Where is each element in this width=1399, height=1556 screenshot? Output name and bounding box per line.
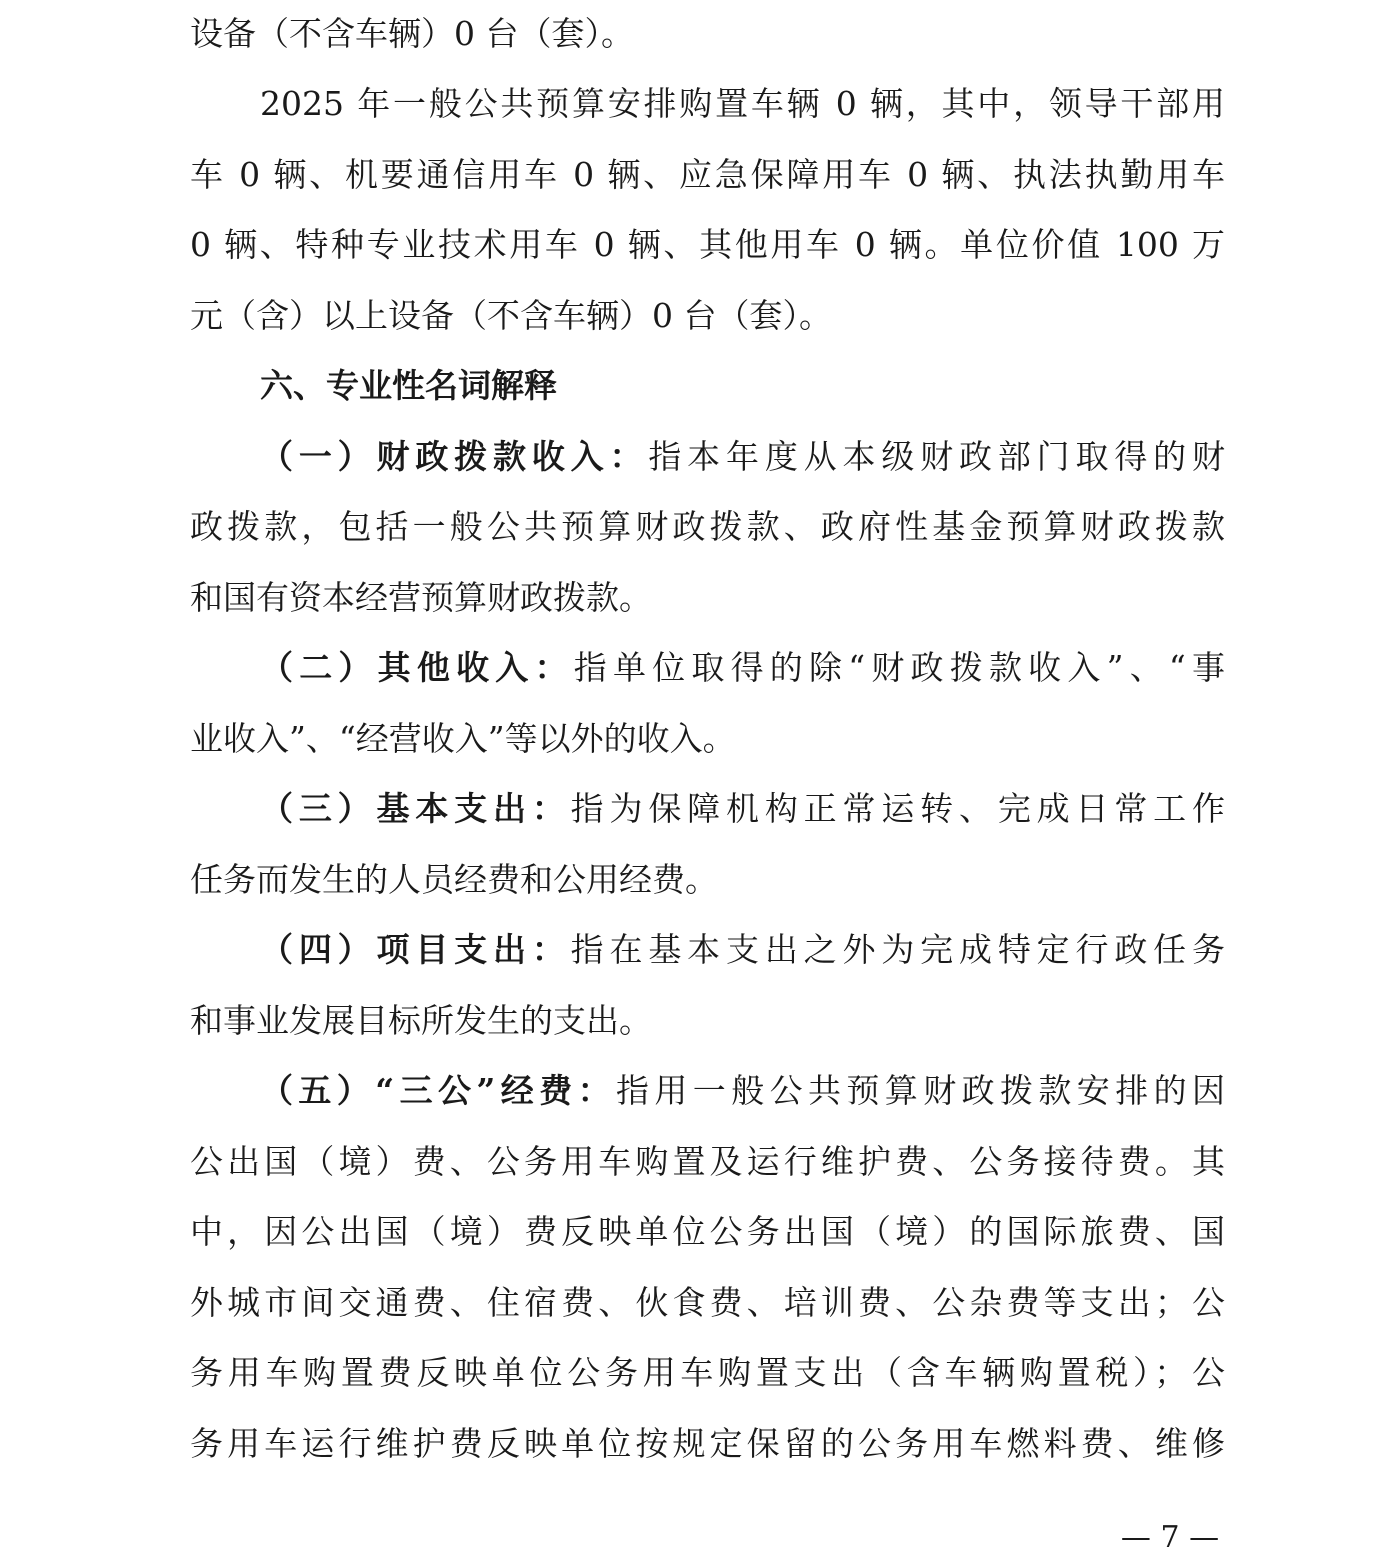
- text-line: 中，因公出国（境）费反映单位公务出国（境）的国际旅费、国: [190, 1212, 1225, 1251]
- section-heading: 六、专业性名词解释: [260, 366, 557, 405]
- definition-term: （二）其他收入：: [260, 648, 574, 687]
- text-line: 车 0 辆、机要通信用车 0 辆、应急保障用车 0 辆、执法执勤用车: [190, 155, 1225, 194]
- page-number: — 7 —: [1120, 1520, 1220, 1555]
- definition-term: （三）基本支出：: [260, 789, 571, 828]
- definition-term-line: （四）项目支出：指在基本支出之外为完成特定行政任务: [260, 930, 1226, 969]
- definition-term-line: （三）基本支出：指为保障机构正常运转、完成日常工作: [260, 789, 1226, 828]
- text-line: 0 辆、特种专业技术用车 0 辆、其他用车 0 辆。单位价值 100 万: [190, 225, 1225, 264]
- text-line: 政拨款，包括一般公共预算财政拨款、政府性基金预算财政拨款: [190, 507, 1225, 546]
- definition-term-line: （一）财政拨款收入：指本年度从本级财政部门取得的财: [260, 437, 1226, 476]
- definition-term: （四）项目支出：: [260, 930, 571, 969]
- paragraph-first-line: 2025 年一般公共预算安排购置车辆 0 辆，其中，领导干部用: [260, 84, 1225, 123]
- definition-term-line: （五）“三公”经费：指用一般公共预算财政拨款安排的因: [260, 1071, 1226, 1110]
- text-line: 任务而发生的人员经费和公用经费。: [190, 860, 718, 899]
- text-line: 公出国（境）费、公务用车购置及运行维护费、公务接待费。其: [190, 1142, 1225, 1181]
- text-line: 元（含）以上设备（不含车辆）0 台（套）。: [190, 296, 832, 335]
- definition-term: （五）“三公”经费：: [260, 1071, 616, 1110]
- text-line: 设备（不含车辆）0 台（套）。: [190, 14, 634, 53]
- text-line: 和国有资本经营预算财政拨款。: [190, 578, 652, 617]
- definition-term-line: （二）其他收入：指单位取得的除“财政拨款收入”、“事: [260, 648, 1226, 687]
- text-line: 务用车购置费反映单位公务用车购置支出（含车辆购置税）；公: [190, 1353, 1225, 1392]
- text-line: 业收入”、“经营收入”等以外的收入。: [190, 719, 736, 758]
- text-line: 和事业发展目标所发生的支出。: [190, 1001, 652, 1040]
- text-line: 外城市间交通费、住宿费、伙食费、培训费、公杂费等支出；公: [190, 1283, 1225, 1322]
- text-line: 务用车运行维护费反映单位按规定保留的公务用车燃料费、维修: [190, 1424, 1225, 1463]
- definition-term: （一）财政拨款收入：: [260, 437, 649, 476]
